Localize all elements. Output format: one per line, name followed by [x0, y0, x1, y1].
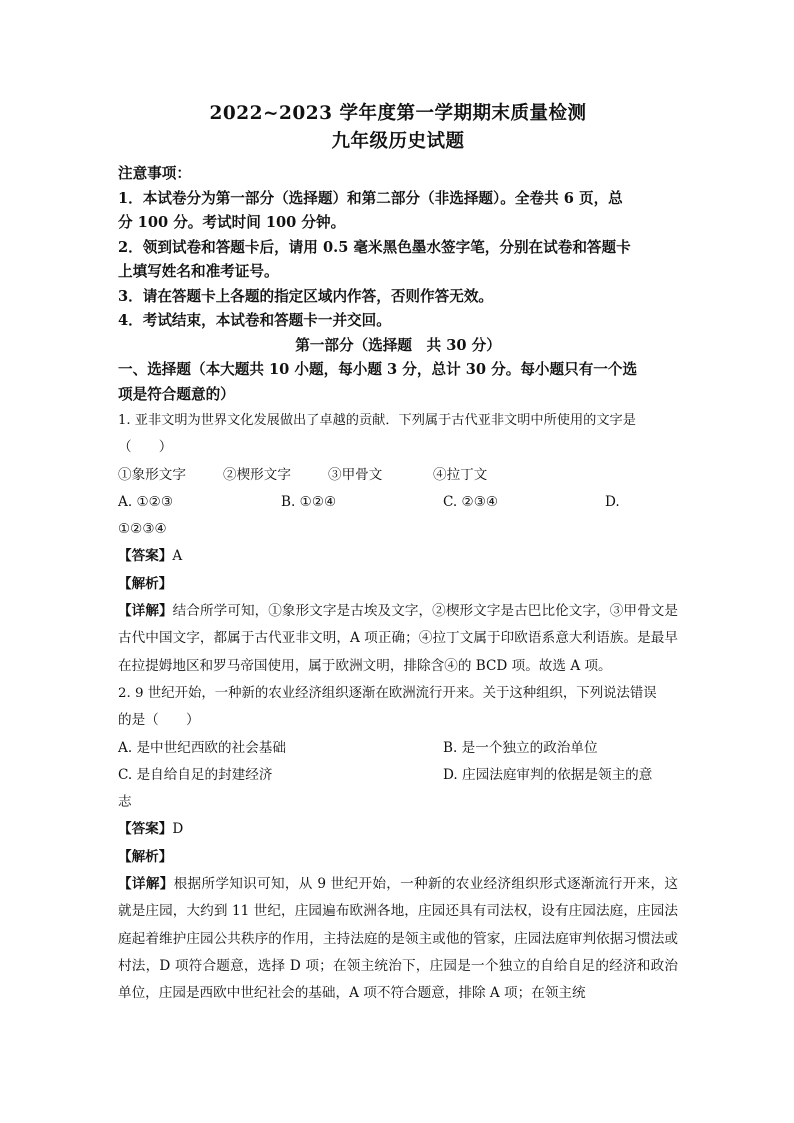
option-a: A. 是中世纪西欧的社会基础: [118, 739, 286, 756]
part-one-heading: 第一部分（选择题 共 30 分）: [295, 336, 501, 354]
exam-page: [118, 100, 678, 1008]
detail-text: 根据所学知识可知，从 9 世纪开始，一种新的农业经济组织形式逐渐流行开来，这就是庄园，大约到 11 世纪，庄园遍布欧洲各地，庄园还具有司法权，设有庄园法庭，庄园法庭起着维护庄园公共秩序的作用，主持法庭的是领主或他的管家，庄园法庭审判依据习惯法或村法，D 项符合题意，选择 D 项；在领主统治下，庄园是一个独立的自给自足的经济和政治单位，庄园是西欧中世纪社会的基础，A 项不符合题意，排除 A 项；在领主统: [118, 876, 679, 1002]
option-a: A. ①②③: [118, 493, 174, 510]
answer-tag: 【答案】: [118, 548, 173, 565]
analysis-tag: 【解析】: [118, 848, 173, 865]
option-b: B. ①②④: [281, 493, 337, 510]
analysis-line: [118, 844, 678, 871]
answer-options-row: [118, 762, 678, 789]
notice-line: 3．请在答题卡上各题的指定区域内作答，否则作答无效。: [118, 287, 494, 305]
notice-line: 4．考试结束，本试卷和答题卡一并交回。: [118, 312, 391, 329]
option-d: D.: [605, 493, 620, 510]
choice-item: ④拉丁文: [433, 466, 488, 483]
question-2: [118, 680, 678, 1008]
notice-heading: 注意事项：: [118, 165, 191, 182]
option-d: D. 庄园法庭审判的依据是领主的意: [443, 766, 653, 783]
detail-paragraph: [118, 871, 678, 1007]
notice-line: 分 100 分。考试时间 100 分钟。: [118, 214, 346, 231]
section-heading: 项是符合题意的）: [118, 385, 235, 403]
choice-item: ①象形文字: [118, 466, 186, 483]
choice-item: ③甲骨文: [328, 466, 383, 483]
answer-line: [118, 816, 678, 843]
notice-line: 2．领到试卷和答题卡后，请用 0.5 毫米黑色墨水签字笔，分别在试卷和答题卡: [118, 238, 631, 256]
notice-line: 1．本试卷分为第一部分（选择题）和第二部分（非选择题）。全卷共 6 页，总: [118, 189, 623, 207]
question-stem: 2. 9 世纪开始，一种新的农业经济组织逐渐在欧洲流行开来。关于这种组织，下列说法错误: [118, 685, 657, 701]
notice-block: [118, 162, 678, 334]
analysis-line: [118, 571, 678, 598]
question-choices: [118, 462, 678, 489]
option-d-continued: 志: [118, 794, 132, 811]
question-stem: 1. 亚非文明为世界文化发展做出了卓越的贡献．下列属于古代亚非文明中所使用的文字是: [118, 413, 636, 428]
detail-tag: 【详解】: [118, 876, 174, 893]
option-c: C. ②③④: [443, 493, 499, 510]
answer-value: A: [172, 548, 183, 565]
answer-options: [118, 489, 678, 516]
option-c: C. 是自给自足的封建经济: [118, 766, 273, 783]
exam-title: 2022~2023 学年度第一学期期末质量检测: [209, 103, 587, 124]
question-1: [118, 407, 678, 680]
notice-line: 上填写姓名和准考证号。: [118, 263, 279, 280]
analysis-tag: 【解析】: [118, 575, 173, 592]
detail-text: 结合所学可知，①象形文字是古埃及文字，②楔形文字是古巴比伦文字，③甲骨文是古代中国文字，都属于古代亚非文明，A 项正确；④拉丁文属于印欧语系意大利语族。是最早在拉提姆地区和罗马帝国使用，属于欧洲文明，排除含④的 BCD 项。故选 A 项。: [118, 603, 678, 674]
answer-line: [118, 543, 678, 570]
option-b: B. 是一个独立的政治单位: [443, 739, 598, 756]
answer-options-row: [118, 735, 678, 762]
choice-item: ②楔形文字: [223, 466, 291, 483]
exam-subtitle: 九年级历史试题: [331, 131, 465, 152]
option-d-continued: ①②③④: [118, 521, 167, 538]
detail-paragraph: [118, 598, 678, 680]
answer-value: D: [172, 821, 184, 838]
section-heading: 一、选择题（本大题共 10 小题，每小题 3 分，总计 30 分。每小题只有一个选: [118, 361, 638, 378]
question-stem: 的是（ ）: [118, 712, 200, 729]
detail-tag: 【详解】: [118, 603, 173, 620]
question-stem: （ ）: [118, 439, 173, 456]
answer-tag: 【答案】: [118, 821, 173, 838]
